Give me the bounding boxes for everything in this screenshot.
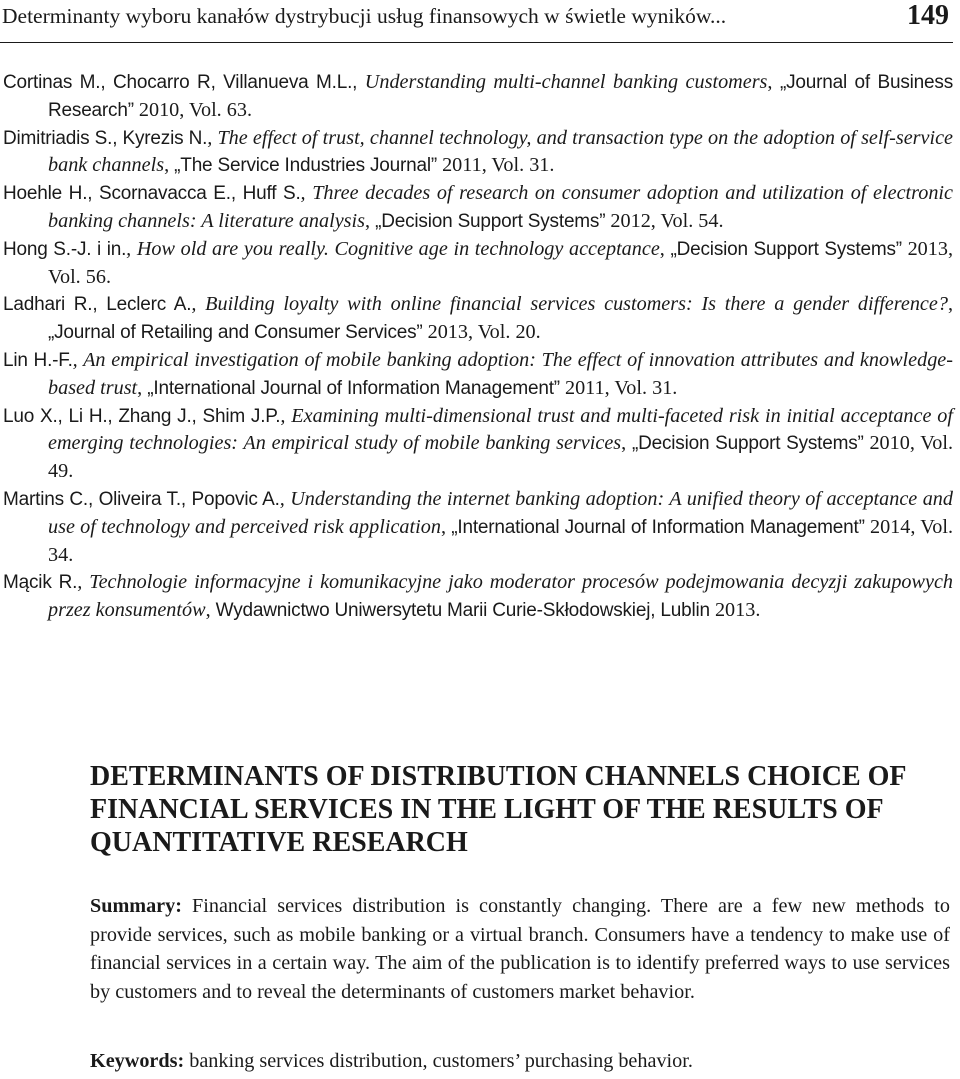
reference-separator: , xyxy=(164,154,175,177)
reference-item xyxy=(3,236,953,292)
reference-title: , An empirical investigation of mobile banking adoption: The effect of innovation attributes and knowledge-based trust xyxy=(48,348,953,399)
reference-authors: Hoehle H., Scornavacca E., Huff S. xyxy=(3,183,301,205)
reference-tail: 2011, Vol. 31. xyxy=(559,376,678,399)
reference-title: , Understanding the internet banking adoption: A unified theory of acceptance and use of technology and perceived risk application xyxy=(48,487,953,538)
reference-tail: 2010, Vol. 49. xyxy=(48,432,954,483)
reference-title: , Three decades of research on consumer adoption and utilization of electronic banking channels: A literature analysis xyxy=(48,182,954,232)
reference-item xyxy=(3,125,953,181)
reference-separator: , xyxy=(659,237,671,260)
summary-text: Financial services distribution is constantly changing. There are a few new methods to provide services, such as mobile banking or a virtual branch. Consumers have a tendency to make use of financial services in a certain way. The aim of the publication is to identify preferred ways to use services by customers and to reveal the determinants of customers market behavior. xyxy=(90,895,950,1003)
reference-separator: , xyxy=(365,209,376,232)
reference-title: , Technologie informacyjne i komunikacyjne jako moderator procesów podejmowania decyzji zakupowych przez konsumentów xyxy=(48,571,954,622)
reference-source: „Journal of Business Research” xyxy=(48,72,954,121)
reference-title: Understanding multi-channel banking customers xyxy=(364,71,768,93)
reference-item xyxy=(3,403,953,486)
running-header xyxy=(0,0,953,43)
reference-list xyxy=(3,69,953,625)
reference-authors: Hong S.-J. i in. xyxy=(3,238,127,260)
reference-source: „Decision Support Systems” xyxy=(670,238,902,260)
reference-authors: Mącik R. xyxy=(3,572,78,594)
reference-item xyxy=(3,486,953,569)
reference-item xyxy=(3,180,953,236)
page-number: 149 xyxy=(907,0,949,31)
reference-separator: , xyxy=(205,599,216,622)
reference-authors: Lin H.-F. xyxy=(3,349,73,371)
reference-source: „Decision Support Systems” xyxy=(631,433,864,455)
reference-tail: 2013, Vol. 20. xyxy=(422,321,541,344)
reference-tail: 2013. xyxy=(709,599,761,622)
reference-tail: 2013, Vol. 56. xyxy=(48,237,953,288)
reference-tail: 2014, Vol. 34. xyxy=(48,515,954,566)
reference-tail: 2010, Vol. 63. xyxy=(133,98,252,121)
summary-paragraph xyxy=(90,892,950,1006)
running-header-title: Determinanty wyboru kanałów dystrybucji usług finansowych w świetle wyników... xyxy=(2,4,727,28)
reference-separator: , xyxy=(621,432,632,455)
reference-authors: Ladhari R., Leclerc A. xyxy=(3,294,192,316)
keywords-label: Keywords: xyxy=(90,1050,185,1072)
reference-item xyxy=(3,347,953,403)
reference-authors: Martins C., Oliveira T., Popovic A. xyxy=(3,488,280,510)
reference-title: , Examining multi-dimensional trust and multi-faceted risk in initial acceptance of emerging technologies: An empirical study of mobile banking services xyxy=(48,404,953,455)
reference-tail: 2012, Vol. 54. xyxy=(605,209,724,232)
reference-tail: 2011, Vol. 31. xyxy=(437,154,555,177)
reference-item xyxy=(3,569,953,625)
summary-label: Summary: xyxy=(90,895,182,917)
reference-source: „International Journal of Information Management” xyxy=(451,516,865,538)
reference-separator: , xyxy=(947,293,953,316)
reference-separator: , xyxy=(440,515,452,538)
reference-separator: , xyxy=(137,376,148,399)
reference-item xyxy=(3,69,953,125)
english-title: DETERMINANTS OF DISTRIBUTION CHANNELS CHOICE OF FINANCIAL SERVICES IN THE LIGHT OF THE RESULTS OF QUANTITATIVE RESEARCH xyxy=(90,761,906,858)
reference-authors: Dimitriadis S., Kyrezis N. xyxy=(3,127,208,149)
keywords-paragraph xyxy=(90,1047,950,1075)
reference-source: „Journal of Retailing and Consumer Services” xyxy=(48,322,423,344)
reference-title: , The effect of trust, channel technology, and transaction type on the adoption of self-service bank channels xyxy=(48,126,953,177)
reference-source: Wydawnictwo Uniwersytetu Marii Curie-Skłodowskiej, Lublin xyxy=(215,600,710,622)
reference-source: „The Service Industries Journal” xyxy=(174,155,438,177)
keywords-text: banking services distribution, customers’ purchasing behavior. xyxy=(184,1050,693,1072)
reference-item xyxy=(3,291,953,347)
reference-separator: , xyxy=(767,71,780,93)
reference-title: , How old are you really. Cognitive age in technology acceptance xyxy=(126,237,660,260)
reference-authors: Cortinas M., Chocarro R, Villanueva M.L., xyxy=(3,72,365,93)
reference-source: „International Journal of Information Management” xyxy=(147,377,560,399)
reference-source: „Decision Support Systems” xyxy=(375,210,606,232)
reference-authors: Luo X., Li H., Zhang J., Shim J.P. xyxy=(3,405,281,427)
reference-title: , Building loyalty with online financial services customers: Is there a gender difference? xyxy=(191,293,948,316)
